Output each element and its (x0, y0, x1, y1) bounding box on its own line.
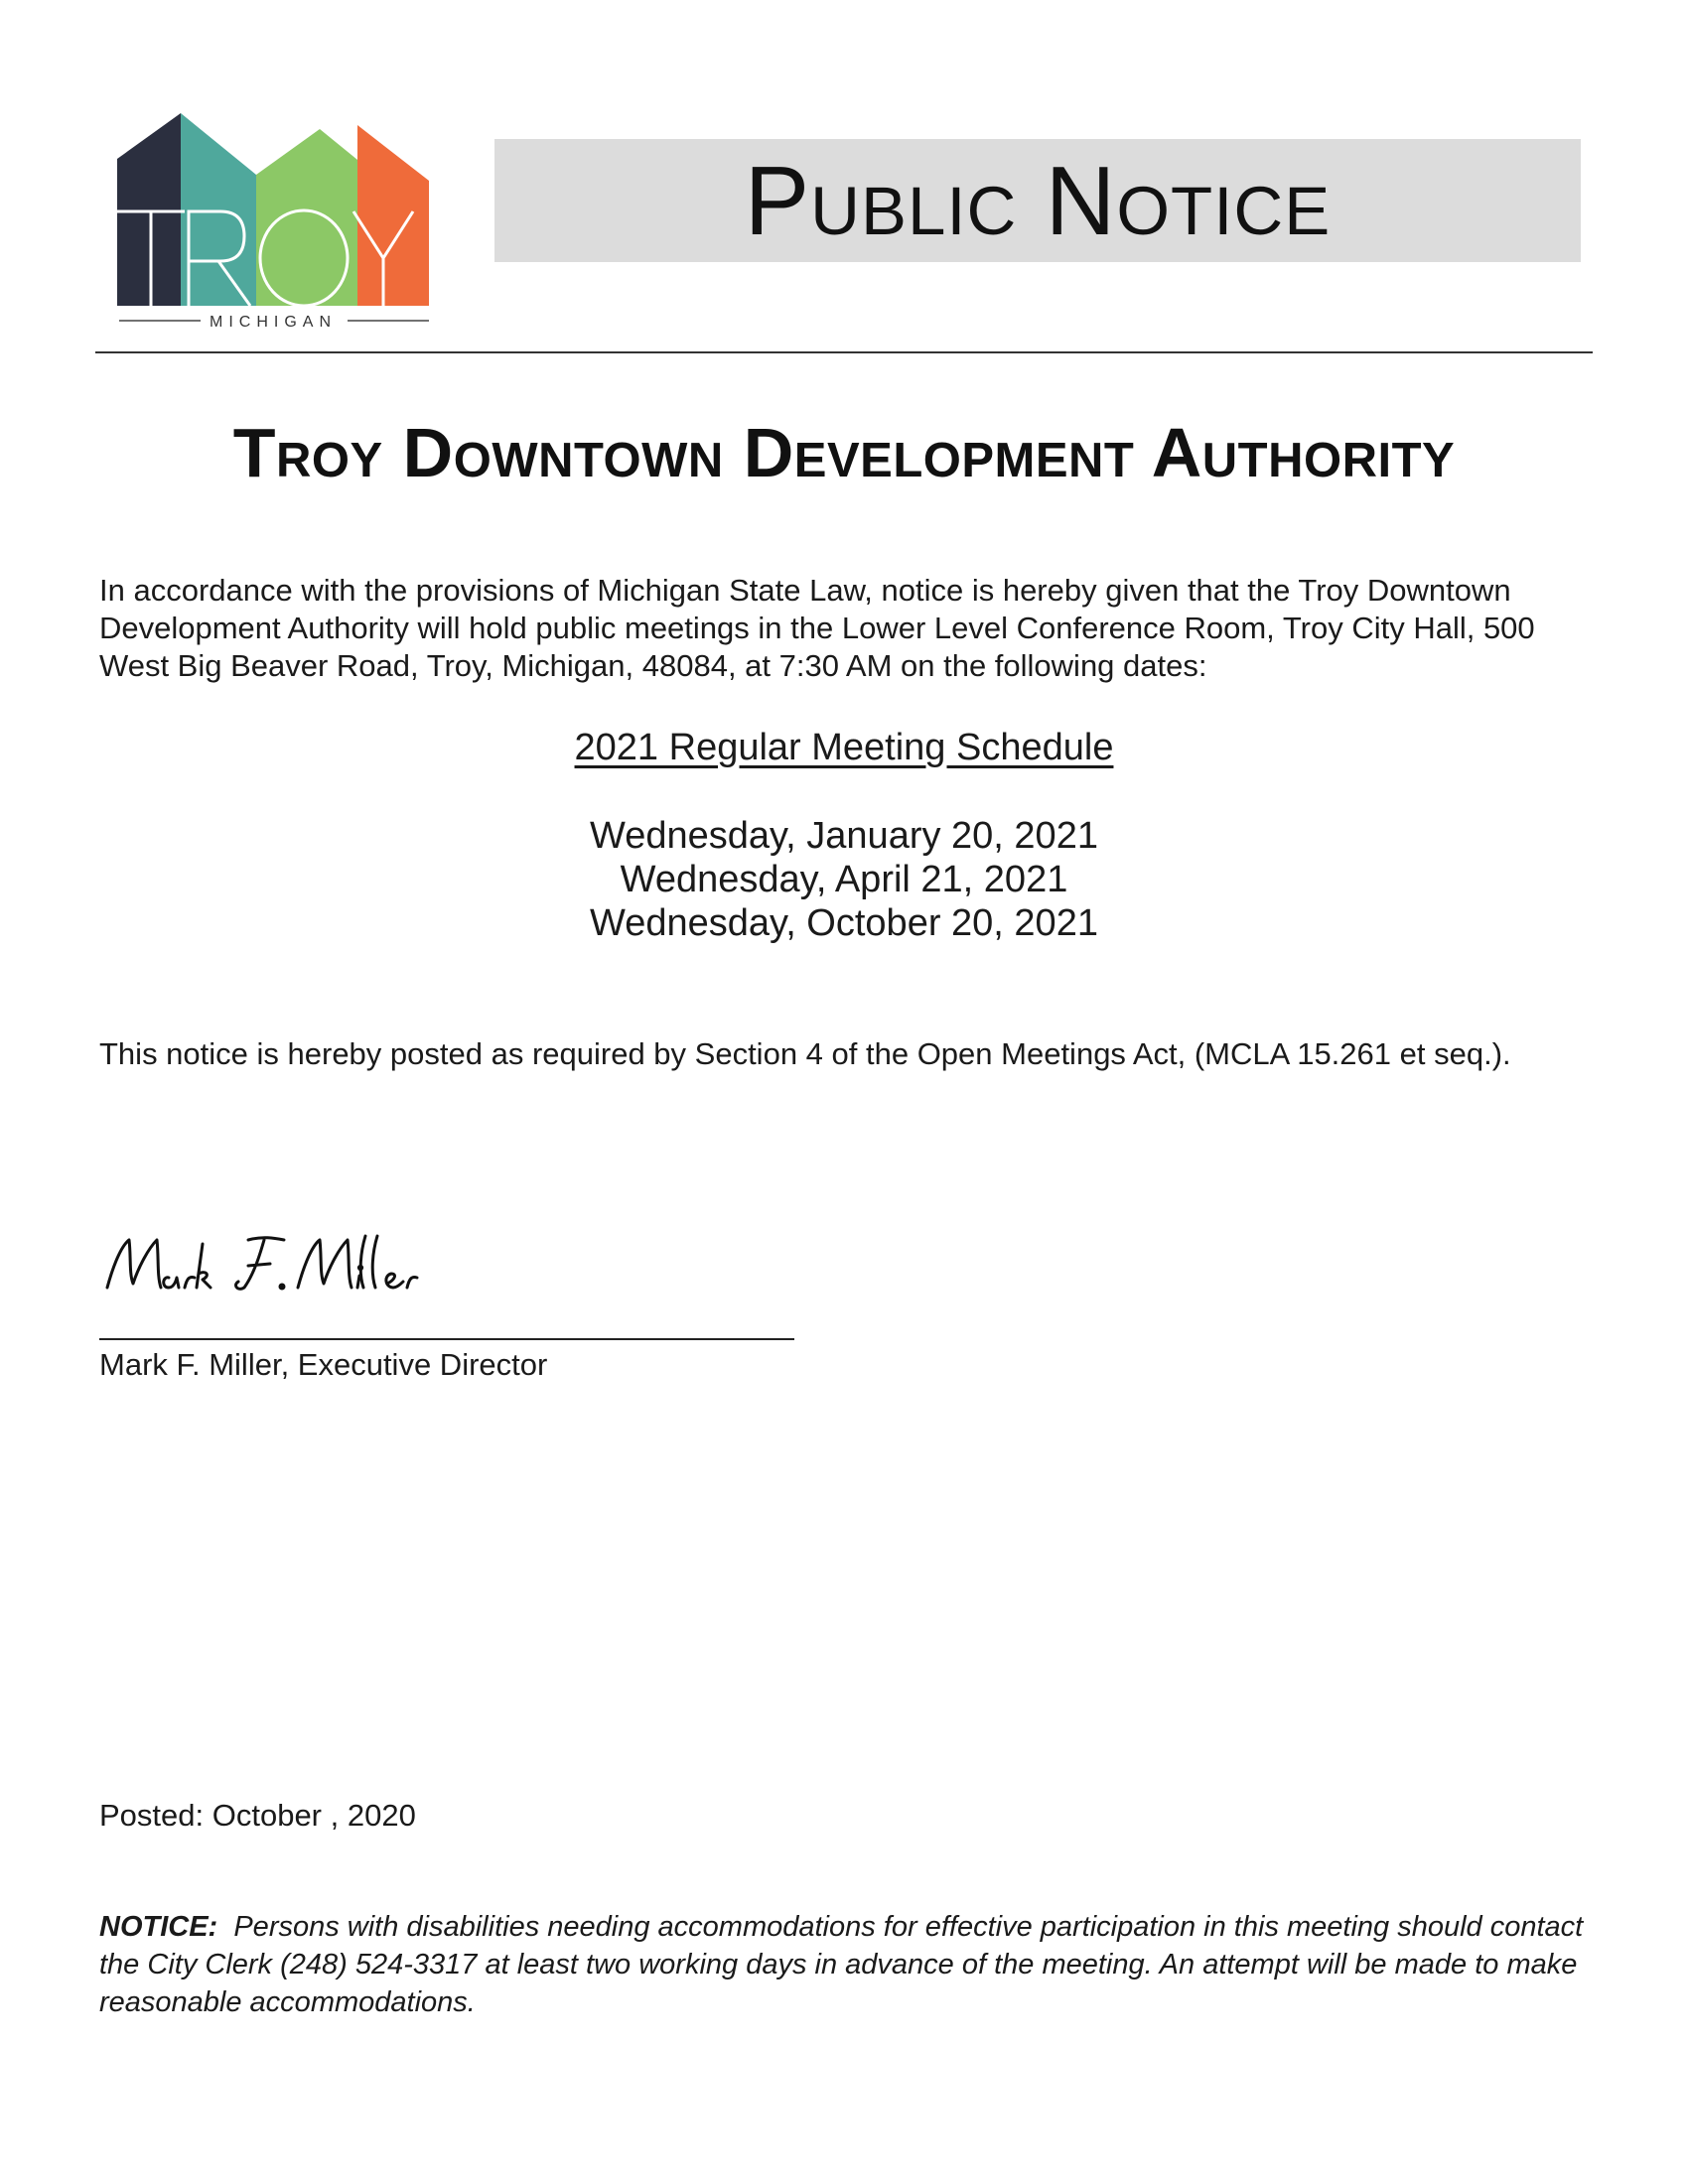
logo-subtitle: MICHIGAN (210, 314, 337, 331)
header-divider (95, 351, 1593, 353)
signature-line (99, 1338, 794, 1340)
meeting-dates-list (95, 814, 1593, 945)
signer-name-title: Mark F. Miller, Executive Director (99, 1347, 548, 1382)
public-notice-banner (494, 139, 1581, 262)
intro-paragraph: In accordance with the provisions of Michigan State Law, notice is hereby given that the Troy Downtown Development Authority will hold public meetings in the Lower Level Conference Room, Troy City Hall, 500 West Big Beaver Road, Troy, Michigan, 48084, at 7:30 AM on the following dates: (99, 573, 1535, 683)
banner-title: Public Notice (744, 146, 1332, 255)
logo-house-orange (357, 125, 429, 306)
troy-michigan-logo (109, 107, 437, 331)
meeting-date: Wednesday, April 21, 2021 (620, 859, 1068, 900)
posting-note: This notice is hereby posted as required by Section 4 of the Open Meetings Act, (MCLA 15.261 et seq.). (99, 1036, 1511, 1071)
schedule-heading: 2021 Regular Meeting Schedule (574, 727, 1114, 768)
accessibility-notice (99, 1908, 1589, 2021)
logo-house-teal (181, 113, 256, 306)
meeting-date: Wednesday, January 20, 2021 (590, 815, 1098, 857)
signature-image (99, 1226, 516, 1315)
page-title: Troy Downtown Development Authority (232, 414, 1456, 491)
notice-text: Persons with disabilities needing accommodations for effective participation in this meeting should contact the City Clerk (248) 524-3317 at least two working days in advance of the meeting. An attempt will be made to make reasonable accommodations. (99, 1911, 1584, 2018)
posted-date: Posted: October , 2020 (99, 1798, 416, 1833)
notice-label: NOTICE: (99, 1911, 218, 1943)
meeting-date: Wednesday, October 20, 2021 (590, 902, 1098, 944)
logo-house-navy (117, 113, 181, 306)
